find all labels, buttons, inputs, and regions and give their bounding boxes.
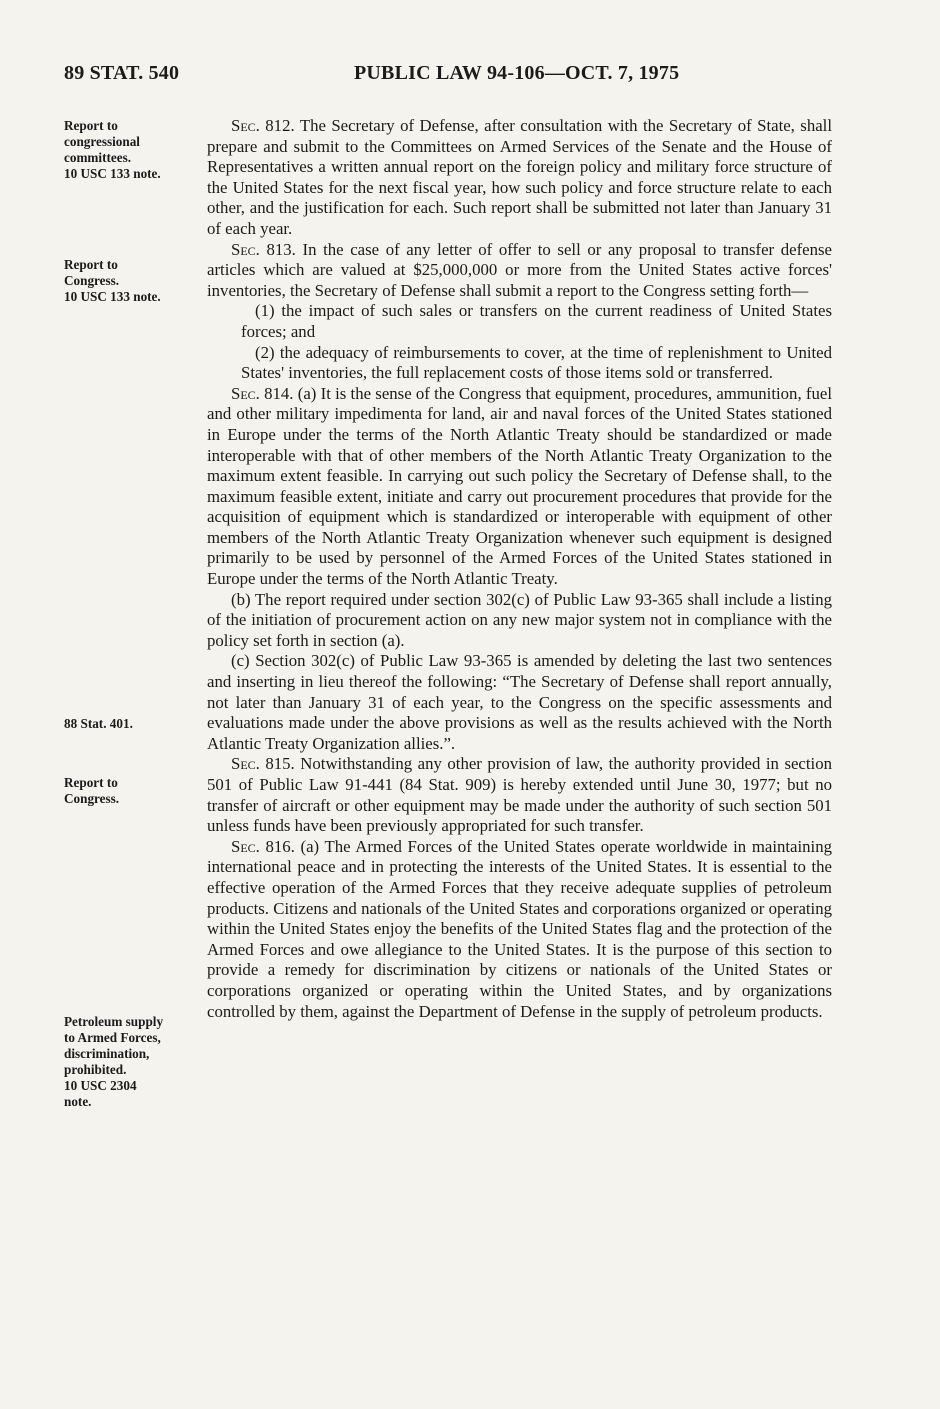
margin-note-line: Petroleum supply (64, 1014, 164, 1029)
margin-note-line: 10 USC 133 note. (64, 289, 161, 304)
margin-note-line: 88 Stat. 401. (64, 716, 133, 731)
margin-note-88-stat (64, 716, 204, 732)
section-814-c: (c) Section 302(c) of Public Law 93-365 is amended by deleting the last two sentences and inserting in lieu thereof the following: “The Secretary of Defense shall report annually, not later than January 31 of each year, to the Congress on the specific assessments and evaluations made under the above provisions as well as the results achieved with the North Atlantic Treaty Organization allies.”. (207, 651, 832, 753)
section-813 (207, 240, 832, 302)
section-label: Sec. 815. (231, 754, 295, 774)
section-813-item-2: (2) the adequacy of reimbursements to cover, at the time of replenishment to United States' inventories, the full replacement costs of those items sold or transferred. (241, 342, 832, 383)
margin-note-line: note. (64, 1094, 92, 1109)
margin-note-report-congress-813 (64, 257, 204, 305)
section-815 (207, 754, 832, 836)
margin-note-line: Report to (64, 775, 118, 790)
margin-note-line: to Armed Forces, (64, 1030, 161, 1045)
section-text: The Secretary of Defense, after consultation with the Secretary of State, shall prepare and submit to the Committees on Armed Services of the Senate and the House of Representatives a written annual report on the foreign policy and military force structure of the United States for the next fiscal year, how such policy and force structure relate to each other, and the justification for each. Such report shall be submitted not later than January 31 of each year. (207, 116, 832, 238)
section-label: Sec. 816. (231, 836, 295, 856)
margin-note-line: 10 USC 2304 (64, 1078, 137, 1093)
margin-note-line: Report to (64, 257, 118, 272)
page-number: 89 STAT. 540 (64, 62, 180, 84)
section-text: (a) The Armed Forces of the United States operate worldwide in maintaining international peace and in protecting the interests of the United States. It is essential to the effective operation of the Armed Forces that they receive adequate supplies of petroleum products. Citizens and nationals of the United States and corporations organized or operating within the United States enjoy the benefits of the United States flag and the protection of the Armed Forces and owe allegiance to the United States. It is the purpose of this section to provide a remedy for discrimination by citizens or nationals of the United States or corporations organized or operating within the United States, and by organizations controlled by them, against the Department of Defense in the supply of petroleum products. (207, 836, 832, 1021)
section-814-b: (b) The report required under section 302(c) of Public Law 93-365 shall include a listing of the initiation of procurement action on any new major system not in compliance with the policy set forth in section (a). (207, 589, 832, 650)
section-813-item-1: (1) the impact of such sales or transfers on the current readiness of United States forces; and (241, 301, 832, 341)
margin-note-report-committees (64, 118, 204, 182)
running-head: PUBLIC LAW 94-106—OCT. 7, 1975 (354, 62, 680, 84)
section-816 (207, 837, 832, 1022)
section-text: In the case of any letter of offer to sell or any proposal to transfer defense articles which are valued at $25,000,000 or more from the United States active forces' inventories, the Secretary of Defense shall submit a report to the Congress setting forth— (207, 239, 832, 300)
section-label: Sec. 814. (231, 383, 294, 403)
section-text: Notwithstanding any other provision of law, the authority provided in section 501 of Public Law 91-441 (84 Stat. 909) is hereby extended until June 30, 1977; but no transfer of aircraft or other equipment may be made under the authority of such section 501 unless funds have been previously appropriated for such transfer. (207, 754, 832, 836)
margin-note-petroleum-supply (64, 1014, 204, 1110)
margin-note-report-congress-814 (64, 775, 204, 807)
section-text: (a) It is the sense of the Congress that equipment, procedures, ammunition, fuel and other military impedimenta for land, air and naval forces of the United States stationed in Europe under the terms of the North Atlantic Treaty should be standardized or made interoperable with that of other members of the North Atlantic Treaty Organization to the maximum extent feasible. In carrying out such policy the Secretary of Defense shall, to the maximum feasible extent, initiate and carry out procurement procedures that provide for the acquisition of equipment which is standardized or interoperable with equipment of other members of the North Atlantic Treaty Organization whenever such equipment is designed primarily to be used by personnel of the Armed Forces of the United States stationed in Europe under the terms of the North Atlantic Treaty. (207, 383, 832, 589)
section-812 (207, 116, 832, 240)
margin-note-line: Report to (64, 118, 118, 133)
statute-text (207, 116, 832, 1022)
section-label: Sec. 813. (231, 239, 296, 259)
margin-note-line: congressional (64, 134, 140, 149)
section-label: Sec. 812. (231, 116, 295, 135)
margin-note-line: Congress. (64, 273, 120, 288)
margin-note-line: 10 USC 133 note. (64, 166, 161, 181)
page-header (64, 62, 832, 86)
margin-note-line: Congress. (64, 791, 120, 806)
section-814-a (207, 384, 832, 590)
margin-note-line: committees. (64, 150, 131, 165)
margin-note-line: discrimination, (64, 1046, 150, 1061)
margin-note-line: prohibited. (64, 1062, 127, 1077)
